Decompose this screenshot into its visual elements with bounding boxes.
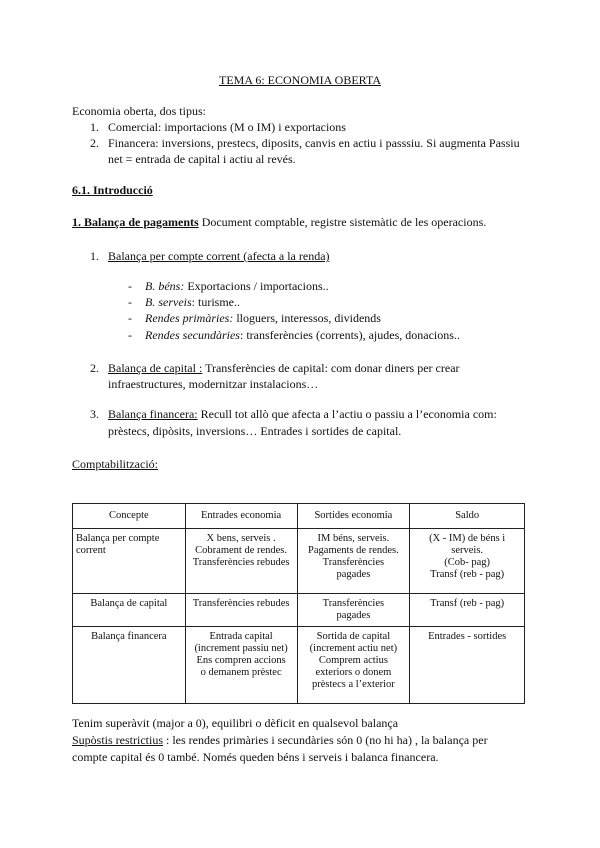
table-cell: IM béns, serveis. Pagaments de rendes. Transferències pagades [297,529,410,594]
document-title: TEMA 6: ECONOMIA OBERTA [219,73,381,87]
table-cell: Balança financera [73,627,186,704]
footer-text: : les rendes primàries i secundàries són 0 (no hi ha) , la balança per [163,733,488,747]
sublist-text-cont: infraestructures, modernitzar instalacions… [108,377,319,391]
bullet-item [128,278,132,294]
table-cell: Entrades - sortides [410,627,525,704]
intro-item-text: Comercial: importacions (M o IM) i exportacions [108,120,346,134]
intro-item-text-cont: net = entrada de capital i actiu al revés. [108,152,296,166]
comptabilitzacio-table [72,503,525,704]
table-cell: (X - IM) de béns i serveis. (Cob- pag) Transf (reb - pag) [410,529,525,594]
bullet-text: Exportacions / importacions.. [184,279,329,293]
table-header: Concepte [73,504,186,529]
sublist-text: Recull tot allò que afecta a l’actiu o passiu a l’economia com: [197,407,497,421]
table-cell: Balança de capital [73,594,186,627]
table-header: Saldo [410,504,525,529]
bullet-item [145,310,381,326]
bullet-label: Rendes primàries: [145,311,234,325]
sublist-num: 1. [90,249,99,263]
bullet-text: : turisme.. [191,295,240,309]
intro-item-text: Financera: inversions, prestecs, diposits, canvis en actiu i passsiu. Si augmenta Passiu [108,136,520,150]
dash: - [128,328,132,342]
dash: - [128,295,132,309]
sublist-num: 3. [90,407,99,421]
bullet-label: B. serveis [145,295,192,309]
table-header-row [73,504,525,529]
bullet-item [145,278,329,294]
sublist-label: Balança financera: [108,407,198,421]
table-row [73,627,525,704]
balanca-text: Document comptable, registre sistemàtic de les operacions. [198,215,487,229]
footer-line: compte capital és 0 també. Només queden béns i serveis i balanca financera. [72,750,439,764]
table-row [73,529,525,594]
table-row [73,594,525,627]
bullet-item [128,327,132,343]
balanca-pagaments [72,214,486,230]
comptabilitzacio-heading: Comptabilització: [72,457,158,471]
intro-item-num: 2. [90,136,99,150]
intro-item-num: 1. [90,120,99,134]
table-cell: Entrada capital (increment passiu net) Ens compren accions o demanem prèstec [185,627,297,704]
bullet-label: B. béns: [145,279,185,293]
table-cell: X bens, serveis . Cobrament de rendes. Transferències rebudes [185,529,297,594]
bullet-text: : transferències (corrents), ajudes, donacions.. [239,328,460,342]
sublist-item [108,360,460,376]
sublist-text: Transferències de capital: com donar diners per crear [202,361,460,375]
footer-line [72,732,488,748]
sublist-text-cont: prèstecs, dipòsits, inversions… Entrades i sortides de capital. [108,424,402,438]
section-heading: 6.1. Introducció [72,183,153,197]
footer-line: Tenim superàvit (major a 0), equilibri o dèficit en qualsevol balança [72,716,399,730]
sublist-num: 2. [90,361,99,375]
bullet-item [128,310,132,326]
table-header: Entrades economia [185,504,297,529]
bullet-item [145,327,460,343]
table-cell: Transferències rebudes [185,594,297,627]
bullet-item [145,294,240,310]
dash: - [128,311,132,325]
bullet-label: Rendes secundàries [145,328,240,342]
table-cell: Transferències pagades [297,594,410,627]
sublist-label: Balança per compte corrent (afecta a la renda) [108,249,330,263]
dash: - [128,279,132,293]
balanca-label: 1. Balança de pagaments [72,215,199,229]
bullet-item [128,294,132,310]
table-header: Sortides economia [297,504,410,529]
table-cell: Sortida de capital (increment actiu net) Comprem actius exteriors o donem prèstecs a l’exterior [297,627,410,704]
footer-label: Supòstis restrictius [72,733,164,747]
sublist-item [108,406,497,422]
table-cell: Transf (reb - pag) [410,594,525,627]
table-cell: Balança per compte corrent [73,529,186,594]
sublist-label: Balança de capital : [108,361,203,375]
bullet-text: lloguers, interessos, dividends [233,311,381,325]
intro-text: Economia oberta, dos tipus: [72,104,206,118]
